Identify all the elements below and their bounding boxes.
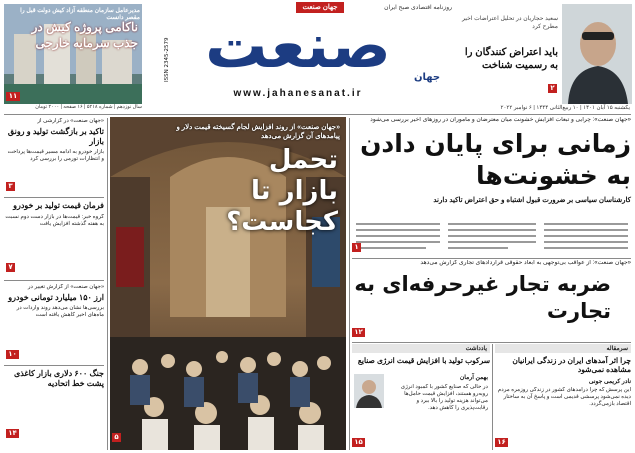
left-item-2-headline: فرمان قیمت تولید بر خودرو (13, 201, 104, 210)
left-item-4-headline: جنگ ۶۰۰ دلاری بازار کاغذی پشت خط اتحادیه (13, 369, 104, 389)
second-page: ۱۲ (352, 328, 365, 337)
top-right-headline: باید اعتراض کنندگان را به رسمیت شناخت (464, 47, 558, 71)
left-column-divider (107, 118, 108, 450)
left-item-1-body: بازار خودرو به ادامه مسیر قیمت‌ها پرداخت و انتظارات تورمی را بررسی کرد (7, 148, 104, 162)
column-right-headline: چرا اثر آمدهای ایران در زندگی ایرانیان مشاهده نمی‌شود (512, 356, 631, 375)
dateline: یکشنبه ۱۵ آبان ۱۴۰۱ | ۱۰ ربیع‌الثانی ۱۴۴۴ | ۶ نوامبر ۲۰۲۲ (500, 105, 630, 111)
hajjarian-photo (562, 4, 632, 104)
column-right-body: این پرسش که چرا درآمدهای کشور در زندگی روزمره مردم دیده نمی‌شود پرسشی قدیمی است و پاسخ آن به ساختار اقتصاد بازمی‌گردد. (497, 386, 631, 407)
lead-headline: زمانی برای پایان دادن به خشونت‌ها (360, 129, 631, 191)
bottom-columns-divider (492, 344, 493, 450)
column-left-headline: سرکوب تولید با افزایش قیمت انرژی صنایع (357, 356, 490, 365)
photo-divider (349, 118, 350, 450)
lead-kicker: «جهان صنعت»: چرایی و تبعات افزایش خشونت میان معترضان و ماموران در روزهای اخیر بررسی می‌شود (370, 117, 631, 123)
left-column (4, 118, 104, 450)
masthead-divider (4, 114, 631, 115)
left-item-2-page: ۷ (6, 263, 15, 272)
column-left-body: در حالی که صنایع کشور با کمبود انرژی روبه‌رو هستند، افزایش قیمت حامل‌ها می‌تواند هزینه تولید را بالا ببرد و رقابت‌پذیری را کاهش دهد. (400, 384, 488, 411)
photo-page: ۵ (112, 433, 121, 442)
left-item-3 (4, 284, 104, 362)
column-left-kicker: یادداشت (352, 344, 490, 353)
left-item-4-page: ۱۴ (6, 429, 19, 438)
left-item-3-body: بررسی‌ها نشان می‌دهد روند واردات در ماه‌های اخیر کاهش یافته است (16, 304, 104, 318)
author-avatar (354, 374, 384, 408)
bazaar-photo-block (110, 117, 346, 450)
lead-body-lines (352, 221, 631, 255)
column-right-page: ۱۶ (495, 438, 508, 447)
left-item-3-kicker: «جهان صنعت» از گزارش تغییر در (27, 284, 104, 290)
lead-divider (352, 258, 631, 259)
column-right-kicker: سرمقاله (495, 344, 631, 353)
second-story (352, 260, 631, 340)
issue-info: سال نوزدهم | شماره ۵۲۱۸ | ۱۶ صفحه | ۲۰۰۰ تومان (35, 104, 142, 110)
top-left-kicker: مدیرعامل سازمان منطقه آزاد کیش دولت قبل را مقصر دانست (20, 8, 140, 21)
lead-subhead: کارشناسان سیاسی بر ضرورت قبول اشتباه و حق اعتراض تاکید دارند (433, 197, 631, 205)
left-divider-3 (4, 365, 104, 366)
lead-story (352, 117, 631, 257)
second-headline: ضربه تجار غیرحرفه‌ای به تجارت (354, 272, 611, 324)
left-item-3-headline: ارز ۱۵۰ میلیارد تومانی خودرو (8, 292, 104, 302)
column-left-page: ۱۵ (352, 438, 365, 447)
lead-page: ۱ (352, 243, 361, 252)
issn-text: ISSN 2345-2579 (164, 37, 170, 82)
masthead-logo-small: جهان (414, 72, 441, 83)
left-item-4 (4, 369, 104, 447)
top-right-teaser (458, 4, 632, 104)
column-bottom-right (495, 344, 631, 450)
left-item-2 (4, 201, 104, 277)
masthead-url[interactable]: www.jahanesanat.ir (233, 88, 363, 99)
portrait-image (562, 4, 632, 104)
left-item-1-page: ۳ (6, 182, 15, 191)
left-item-1-headline: تاکید بر بازگشت تولید و رونق بازار (7, 126, 104, 146)
second-divider (352, 342, 631, 343)
left-divider-2 (4, 280, 104, 281)
masthead-logo: صنعت (205, 9, 391, 82)
top-right-kicker: سعید حجاریان در تحلیل اعتراضات اخیر مطرح کرد (462, 16, 558, 30)
issue-strip (4, 104, 142, 112)
issn-box (162, 16, 176, 84)
column-right-author: نادر کریمی جونی (588, 378, 631, 385)
top-left-teaser (4, 4, 142, 104)
masthead-flag-text: جهان صنعت (302, 4, 338, 11)
left-item-1 (4, 118, 104, 194)
left-item-3-page: ۱۰ (6, 350, 19, 359)
photo-headline: تحمل بازار تا کجاست؟ (226, 145, 338, 238)
masthead-kicker: روزنامه اقتصادی صبح ایران (384, 5, 452, 11)
photo-kicker: «جهان صنعت» از روند افزایش لجام گسیخته قیمت دلار و پیامدهای آن گزارش می‌دهد (176, 124, 340, 141)
top-right-page: ۲ (548, 84, 557, 93)
masthead (146, 2, 454, 114)
left-item-2-body: گروه خبر: قیمت‌ها در بازار دست دوم نسبت به هفته گذشته افزایش یافت (5, 214, 104, 227)
column-bottom-left (352, 344, 490, 450)
top-left-headline: ناکامی پروژه کیش در جذب سرمایه خارجی (31, 20, 138, 50)
column-left-author: بهمن آرمان (459, 375, 488, 381)
left-divider-1 (4, 197, 104, 198)
left-item-1-kicker: «جهان صنعت» در گزارشی از (37, 118, 104, 124)
top-left-page: ۱۱ (6, 92, 20, 101)
second-kicker: «جهان صنعت»: از عواقب بی‌توجهی به ابعاد حقوقی قراردادهای تجاری گزارش می‌دهد (420, 260, 631, 266)
lead-body-text-block (352, 221, 631, 255)
column-left-author-photo (354, 374, 384, 408)
